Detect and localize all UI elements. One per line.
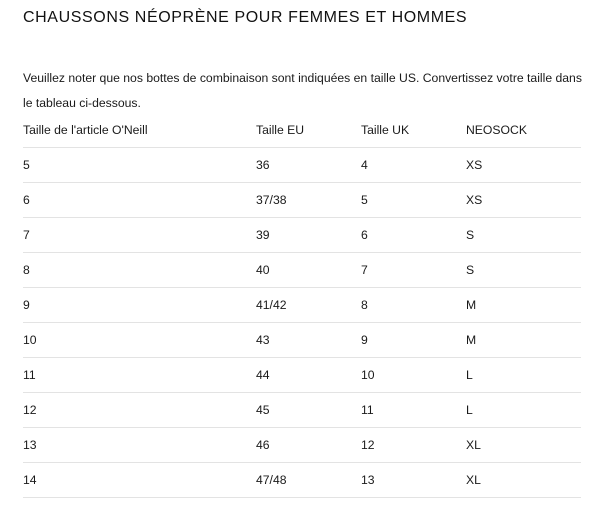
cell-eu-size: 37/38: [256, 193, 287, 207]
cell-eu-size: 47/48: [256, 473, 287, 487]
table-row: [23, 323, 581, 358]
cell-neosock: XL: [466, 473, 481, 487]
table-row: [23, 148, 581, 183]
cell-uk-size: 11: [361, 403, 374, 417]
cell-eu-size: 45: [256, 403, 270, 417]
page-title: CHAUSSONS NÉOPRÈNE POUR FEMMES ET HOMMES: [23, 9, 468, 26]
header-eu-size: Taille EU: [256, 123, 305, 137]
cell-neosock: S: [466, 228, 475, 242]
cell-oneill-size: 9: [23, 298, 30, 312]
header-neosock: NEOSOCK: [466, 123, 527, 137]
cell-neosock: M: [466, 298, 477, 312]
cell-neosock: M: [466, 333, 477, 347]
cell-uk-size: 8: [361, 298, 368, 312]
cell-eu-size: 41/42: [256, 298, 287, 312]
cell-eu-size: 44: [256, 368, 270, 382]
cell-eu-size: 46: [256, 438, 270, 452]
cell-uk-size: 6: [361, 228, 368, 242]
cell-uk-size: 13: [361, 473, 375, 487]
cell-uk-size: 7: [361, 263, 368, 277]
table-row: [23, 358, 581, 393]
size-table: [23, 119, 581, 498]
intro-text: Veuillez noter que nos bottes de combinaison sont indiquées en taille US. Convertissez votre taille dans le tableau ci-dessous.: [23, 71, 582, 110]
cell-oneill-size: 13: [23, 438, 37, 452]
header-oneill-size: Taille de l'article O'Neill: [23, 123, 148, 137]
cell-oneill-size: 12: [23, 403, 37, 417]
cell-oneill-size: 10: [23, 333, 37, 347]
table-header-row: [23, 119, 581, 148]
cell-eu-size: 43: [256, 333, 270, 347]
cell-neosock: XL: [466, 438, 481, 452]
cell-uk-size: 9: [361, 333, 368, 347]
header-uk-size: Taille UK: [361, 123, 410, 137]
cell-neosock: S: [466, 263, 475, 277]
cell-uk-size: 12: [361, 438, 375, 452]
table-row: [23, 218, 581, 253]
cell-uk-size: 10: [361, 368, 375, 382]
cell-uk-size: 5: [361, 193, 368, 207]
cell-eu-size: 36: [256, 158, 270, 172]
cell-oneill-size: 7: [23, 228, 30, 242]
cell-oneill-size: 8: [23, 263, 30, 277]
cell-oneill-size: 5: [23, 158, 30, 172]
cell-oneill-size: 11: [23, 368, 36, 382]
cell-uk-size: 4: [361, 158, 368, 172]
cell-neosock: L: [466, 368, 473, 382]
table-row: [23, 253, 581, 288]
cell-oneill-size: 14: [23, 473, 37, 487]
table-row: [23, 463, 581, 498]
table-row: [23, 428, 581, 463]
cell-neosock: XS: [466, 158, 483, 172]
cell-oneill-size: 6: [23, 193, 30, 207]
cell-eu-size: 39: [256, 228, 270, 242]
cell-eu-size: 40: [256, 263, 270, 277]
cell-neosock: L: [466, 403, 473, 417]
cell-neosock: XS: [466, 193, 483, 207]
table-row: [23, 183, 581, 218]
table-row: [23, 393, 581, 428]
table-row: [23, 288, 581, 323]
